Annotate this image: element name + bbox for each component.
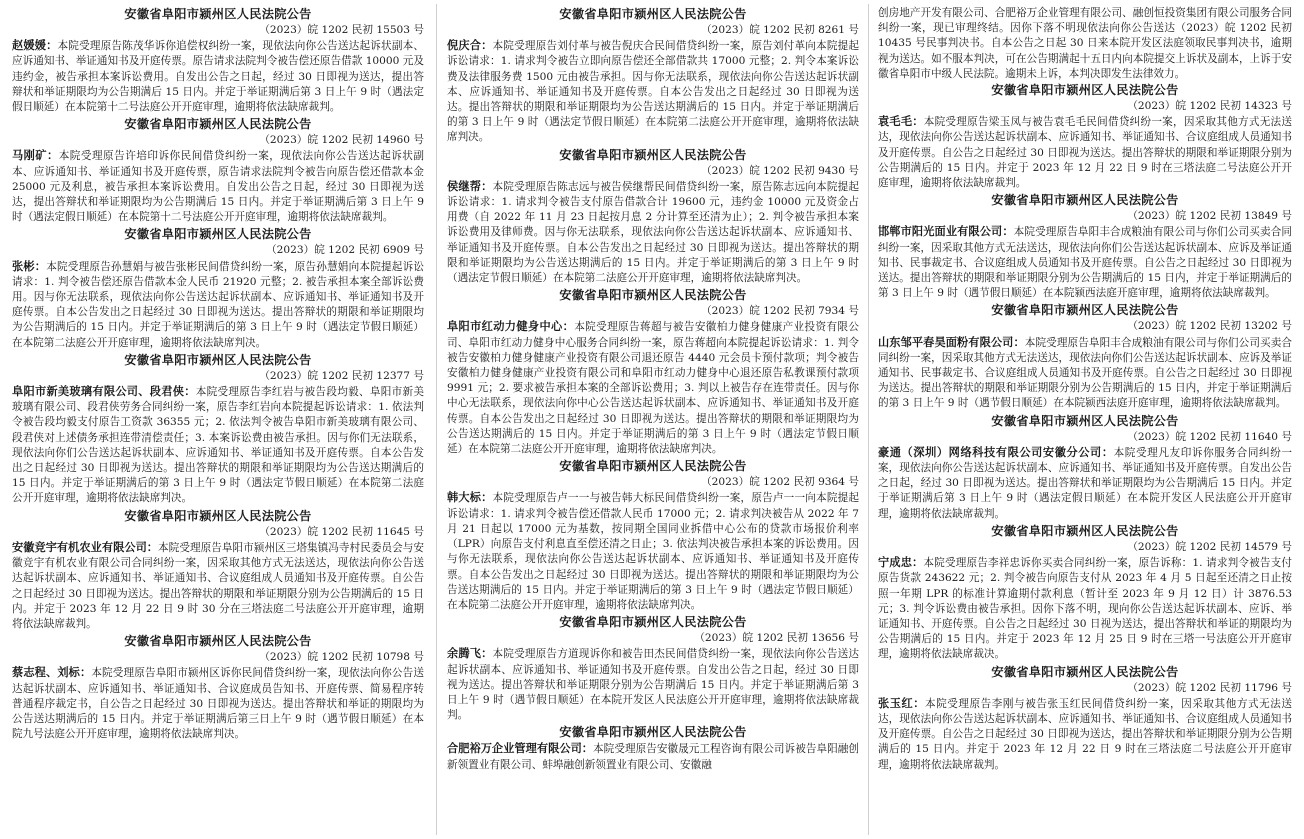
case-number: （2023）皖 1202 民初 10798 号: [259, 651, 424, 664]
notice-text: 本院受理原告梁玉凤与被告袁毛毛民间借贷纠纷一案，因采取其他方式无法送达，现依法向你公告送达起诉状副本、应诉通知书、举证通知书、合议庭组成人员通知书及开庭传票。自公告之日起经过 30 日即视为送达。提出答辩状的期限和举证期限分别为公告期满后的 15 日内。并定于 2023 年 12 月 22 日 9 时在三塔法庭二号法庭公开开庭审理，逾期将依法缺席裁判。: [878, 116, 1292, 190]
case-number: （2023）皖 1202 民初 12377 号: [259, 369, 424, 382]
notice-title: 安徽省阜阳市颍州区人民法院公告: [559, 615, 747, 630]
party-name: 阜阳市红动力健身中心：: [447, 320, 575, 334]
case-number: （2023）皖 1202 民初 13849 号: [1127, 210, 1292, 223]
notice-title: 安徽省阜阳市颍州区人民法院公告: [991, 664, 1179, 679]
case-number: （2023）皖 1202 民初 13202 号: [1127, 320, 1292, 333]
notice-text: 本院受理原告阜阳丰合成粮油有限公司与你们公司买卖合同纠纷一案，因采取其他方式无法送达，现依法向你们公告送达起诉状副本、应诉及举证通知书、民事裁定书、合议庭组成人员通知书及开庭传票。自公告之日起经过 30 日即视为送达。提出答辩状的期限和举证期限分别为公告期满后的 15 日内，并定于举证期满后的第 3 日上午 9 时（遇节假日顺延）在本院颍西法庭开庭审理，逾期将依法缺席裁判。: [878, 336, 1292, 410]
case-number: （2023）皖 1202 民初 6909 号: [266, 244, 424, 257]
court-notice: [447, 724, 859, 772]
case-number: （2023）皖 1202 民初 14323 号: [1127, 100, 1292, 113]
notice-title: 安徽省阜阳市颍州区人民法院公告: [124, 634, 312, 649]
notice-title: 安徽省阜阳市颍州区人民法院公告: [124, 7, 312, 21]
notice-body: [447, 38, 859, 145]
case-number: （2023）皖 1202 民初 7934 号: [701, 305, 859, 318]
notice-body: [878, 445, 1292, 522]
case-number: （2023）皖 1202 民初 11640 号: [1127, 430, 1292, 443]
court-notice: [878, 302, 1292, 411]
court-notice: [12, 633, 424, 742]
case-number: （2023）皖 1202 民初 14579 号: [1127, 540, 1292, 553]
notice-text: 本院受理原告方道现诉你和被告田杰民间借贷纠纷一案，现依法向你公告送达起诉状副本、应诉通知书、举证通知书及开庭传票。自发出公告之日起，经过 30 日即视为送达。提出答辩状和举证期限分别为公告期满后 15 日内。并定于举证期满后第 3 日上午 9 时（遇节假日顺延）在本院开发区人民法庭公开开庭审理，逾期将依法缺席裁判。: [447, 648, 859, 722]
party-name: 张彬：: [12, 259, 47, 273]
case-number: （2023）皖 1202 民初 14960 号: [259, 134, 424, 147]
notice-title: 安徽省阜阳市颍州区人民法院公告: [124, 227, 312, 242]
notice-column: [878, 6, 1292, 839]
court-notice: [447, 458, 859, 613]
party-name: 邯郸市阳光面业有限公司：: [878, 225, 1014, 239]
party-name: 阜阳市新美玻璃有限公司、段君侠：: [12, 385, 196, 399]
court-notice: [12, 6, 424, 115]
notice-text: 本院受理原告李刚与被告张玉红民间借贷纠纷一案，因采取其他方式无法送达，现依法向你公告送达起诉状副本、应诉通知书、举证通知书、合议庭组成人员通知书及开庭传票。自公告之日起经过 30 日即视为送达，提出答辩状和举证期限分别为公告期满后的 15 日内。并定于 2023 年 12 月 22 日 9 时在三塔法庭二号法庭公开开庭审理，逾期将依法缺席裁判。: [878, 697, 1292, 771]
notice-text: 本院受理原告蒋超与被告安徽柏力健身健康产业投资有限公司、阜阳市红动力健身中心服务合同纠纷一案，原告蒋超向本院提起诉讼请求：1. 判令被告安徽柏力健身健康产业投资有限公司退还原告 4440 元会员卡预付款项；判令被告安徽柏力健身健康产业投资有限公司和阜阳市红动力健身中心退还原告私教课预付款项 9991 元；2. 要求被告承担本案的全部诉讼费用；3. 判以上被告存在连带责任。因与你中心无法联系，现依法向你中心公告送达起诉状副本、应诉通知书、举证通知书及开庭传票。自本公告发出之日起经过 30 日即视为送达。提出答辩状的期限和举证期限均为公告送达期满后的 15 日内。并定于举证期满后的第 3 日上午 9 时（遇法定节假日顺延）在本院第二法庭公开开庭审理，逾期将依法缺席判决。: [447, 321, 859, 456]
notice-title: 安徽省阜阳市颍州区人民法院公告: [991, 413, 1179, 428]
column-divider: [868, 4, 869, 835]
notice-body: [447, 319, 859, 457]
party-name: 侯继帮：: [447, 179, 493, 193]
notice-body: [12, 148, 424, 225]
party-name: 赵媛媛：: [12, 39, 58, 53]
court-notice: [12, 508, 424, 632]
notice-body: [878, 555, 1292, 662]
notice-title: 安徽省阜阳市颍州区人民法院公告: [124, 117, 312, 132]
notice-body: [447, 741, 859, 772]
notice-text: 本院受理凡友印诉你服务合同纠纷一案，现依法向你公告送达起诉状副本、应诉通知书、举证通知书及开庭传票。自发出公告之日起，经过 30 日即视为送达。提出答辩状和举证期限均为公告期满后 15 日内。并定于举证期满后第 3 日上午 9 时（遇法定假日顺延）在本院开发区人民法庭公开开庭审理，逾期将依法缺席裁判。: [878, 446, 1292, 520]
case-number: （2023）皖 1202 民初 8261 号: [701, 24, 859, 36]
notice-title: 安徽省阜阳市颍州区人民法院公告: [559, 7, 747, 21]
party-name: 宁成忠：: [878, 556, 924, 570]
notice-title: 安徽省阜阳市颍州区人民法院公告: [559, 459, 747, 474]
notice-title: 安徽省阜阳市颍州区人民法院公告: [991, 83, 1179, 98]
case-number: （2023）皖 1202 民初 9364 号: [701, 476, 859, 489]
notice-text: 本院受理原告李祥忠诉你买卖合同纠纷一案，原告诉称：1. 请求判令被告支付原告货款 243622 元；2. 判令被告向原告支付从 2023 年 4 月 5 日起至还清之日止按照一年期 LPR 的标准计算逾期付款利息（暂计至 2023 年 9 月 12 日）计 3876.53 元；3. 判令诉讼费由被告承担。因你下落不明，现向你公告送达起诉状副本、应诉、举证通知书、开庭传票。自公告之日起经过 30 日视为送达，提出答辩状和举证的期限均为公告期满后的 15 日内。并定于 2023 年 12 月 25 日 9 时在三塔一号法庭公开开庭审理，逾期将依法缺席裁决。: [878, 557, 1292, 661]
notice-body: [447, 179, 859, 286]
court-notice: [12, 352, 424, 507]
party-name: 余腾飞：: [447, 647, 493, 661]
notice-title: 安徽省阜阳市颍州区人民法院公告: [991, 193, 1179, 208]
court-notice: [878, 523, 1292, 663]
party-name: 张玉红：: [878, 696, 925, 710]
notice-body: [12, 38, 424, 115]
notice-title: 安徽省阜阳市颍州区人民法院公告: [124, 508, 312, 523]
notice-text: 本院受理原告阜阳市颍州区诉你民间借贷纠纷一案，现依法向你公告送达起诉状副本、应诉通知书、举证通知书、合议庭成员告知书、开庭传票、简易程序转普通程序裁定书，自公告之日起经过 30 日即视为送达。提出答辩状和举证的期限均为公告送达期满后的 15 日内。并定于举证期满后第三日上午 9 时（遇节假日顺延）在本院九号法庭公开开庭审理，逾期将依法缺席判决。: [12, 667, 424, 741]
party-name: 倪庆合：: [447, 39, 493, 53]
notice-body: [12, 540, 424, 632]
column-divider: [436, 4, 437, 835]
court-notice: [447, 147, 859, 287]
court-notice: [878, 413, 1292, 522]
party-name: 韩大标：: [447, 491, 493, 505]
notice-body: [878, 696, 1292, 773]
notice-title: 安徽省阜阳市颍州区人民法院公告: [991, 303, 1179, 318]
notice-body: [878, 335, 1292, 412]
notice-text: 本院受理原告李红岩与被告段均毅、阜阳市新美玻璃有限公司、段君侠劳务合同纠纷一案，原告李红岩向本院提起诉讼请求：1. 依法判令被告段均毅支付原告工资款 36355 元；2. 依法判令被告阜阳市新美玻璃有限公司、段君侠对上述债务承担连带清偿责任；3. 本案诉讼费由被告承担。因与你们无法联系，现依法向你们公告送达起诉状副本、应诉通知书、举证通知书及开庭传票。自本公告发出之日起经过 30 日即视为送达。提出答辩状的期限和举证期限均为公告送达期满后的 15 日内。并定于举证期满后的第 3 日上午 9 时（遇法定节假日顺延）在本院第二法庭公开开庭审理，逾期将依法缺席判决。: [12, 386, 424, 505]
case-number: （2023）皖 1202 民初 15503 号: [259, 24, 424, 36]
notice-text: 本院受理原告刘付革与被告倪庆合民间借贷纠纷一案，原告刘付革向本院提起诉讼请求：1. 请求判令被告立即向原告偿还全部借款共 17000 元整；2. 判令本案诉讼费及法律服务费 1500 元由被告承担。因与你无法联系，现依法向你公告送达起诉状副本、应诉通知书、举证通知书及开庭传票。自本公告发出之日起经过 30 日即视为送达。提出答辩状的期限和举证期限均为公告送达期满后的 15 日内。并定于举证期满后的第 3 日上午 9 时（遇法定节假日顺延）在本院第二法庭公开开庭审理，逾期将依法缺席判决。: [447, 40, 859, 144]
court-notice: [878, 82, 1292, 191]
notice-body: [447, 646, 859, 723]
case-number: （2023）皖 1202 民初 11796 号: [1127, 681, 1292, 694]
notice-text: 本院受理原告陈志远与被告侯继帮民间借贷纠纷一案，原告陈志远向本院提起诉讼请求：1. 请求判令被告支付原告借款合计 19600 元，违约金 10000 元及资金占用费（自 2022 年 11 月 23 日起按月息 2 分计算至还清为止）；2. 判令被告承担本案诉讼费用及律师费。因与你无法联系，现依法向你公告送达起诉状副本、应诉通知书、举证通知书及开庭传票。自本公告发出之日起经过 30 日即视为送达。提出答辩状的期限和举证期限均为公告送达期满后的 15 日内。并定于举证期满后的第 3 日上午 9 时（遇法定节假日顺延）在本院第二法庭公开开庭审理，逾期将依法缺席判决。: [447, 180, 859, 285]
notice-title: 安徽省阜阳市颍州区人民法院公告: [559, 147, 747, 162]
party-name: 安徽竞宇有机农业有限公司：: [12, 540, 159, 554]
party-name: 袁毛毛：: [878, 115, 924, 129]
court-notice: [447, 6, 859, 146]
party-name: 豪通（深圳）网络科技有限公司安徽分公司：: [878, 445, 1114, 459]
party-name: 马刚矿：: [12, 149, 59, 163]
case-number: （2023）皖 1202 民初 13656 号: [694, 632, 859, 645]
notice-title: 安徽省阜阳市颍州区人民法院公告: [991, 523, 1179, 538]
court-notice: [447, 614, 859, 723]
notice-body: [878, 114, 1292, 191]
notice-text: 本院受理原告许培印诉你民间借贷纠纷一案，现依法向你公告送达起诉状副本、应诉通知书、举证通知书及开庭传票，原告请求法院判令被告向原告偿还借款本金 25000 元及利息，被告承担本案诉讼费用。自发出公告之日起，经过 30 日即视为送达，提出答辩状和举证期限均为公告期满后 15 日内。并定于举证期满后第 3 日上午 9 时（遇法定假日顺延）在本院第十二号法庭公开开庭审理，逾期将依法缺席裁判。: [12, 150, 424, 224]
notice-text: 本院受理原告孙慧娟与被告张彬民间借贷纠纷一案，原告孙慧娟向本院提起诉讼请求：1. 判令被告偿还原告借款本金人民币 21920 元整；2. 被告承担本案全部诉讼费用。因与你无法联系，现依法向你公告送达起诉状副本、应诉通知书、举证通知书及开庭传票。自本公告发出之日起经过 30 日即视为送达。提出答辩状的期限和举证期限均为公告期满后的 15 日内。并定于举证期满后的第 3 日上午 9 时（遇法定节假日顺延）在本院第二法庭公开开庭审理，逾期将依法缺席判决。: [12, 260, 424, 349]
case-number: （2023）皖 1202 民初 11645 号: [259, 525, 424, 538]
notice-body: [12, 665, 424, 742]
notice-title: 安徽省阜阳市颍州区人民法院公告: [559, 288, 747, 303]
court-notice: [12, 226, 424, 350]
court-notice: [878, 664, 1292, 773]
notice-text: 本院受理原告陈茂华诉你追偿权纠纷一案，现依法向你公告送达起诉状副本、应诉通知书、举证通知书及开庭传票。原告请求法院判令被告偿还原告借款 10000 元及违约金，被告承担本案诉讼费用。自发出公告之日起，经过 30 日即视为送达，提出答辩状和举证期限均为公告期满后 15 日内。并定于举证期满后第 3 日上午 9 时（遇法定假日顺延）在本院第十二号法庭公开开庭审理，逾期将依法缺席裁判。: [12, 40, 424, 114]
notice-text: 本院受理原告卢一一与被告韩大标民间借贷纠纷一案，原告卢一一向本院提起诉讼请求：1. 请求判令被告偿还借款人民币 17000 元；2. 请求判决被告从 2022 年 7 月 21 日起以 17000 元为基数，按同期全国同业拆借中心公布的贷款市场报价利率（LPR）向原告支付利息直至偿还清之日止；3. 依法判决被告承担本案的诉讼费用。因与你无法联系，现依法向你公告送达起诉状副本、应诉通知书、举证通知书及开庭传票。自本公告发出之日起经过 30 日即视为送达。提出答辩状的期限和举证期限均为公告送达期满后的 15 日内。并定于举证期满后的第 3 日上午 9 时（遇法定节假日顺延）在本院第二法庭公开开庭审理，逾期将依法缺席判决。: [447, 492, 859, 611]
court-notice: [447, 287, 859, 457]
court-notice: [878, 192, 1292, 301]
court-notice: [12, 116, 424, 225]
notice-title: 安徽省阜阳市颍州区人民法院公告: [124, 352, 312, 367]
notice-body: [12, 384, 424, 507]
continued-notice-text: 创房地产开发有限公司、合肥裕万企业管理有限公司、融创恒投资集团有限公司服务合同纠纷一案，现已审理终结。因你下落不明现依法向你公告送达（2023）皖 1202 民初 10435 号民事判决书。自本公告之日起 30 日来本院开发区法庭领取民事判决书，逾期视为送达。如不服本判决，可在公告期满起十五日内向本院提交上诉状及副本，上诉于安徽省阜阳市中级人民法院。逾期未上诉，本判决即发生法律效力。: [878, 7, 1292, 80]
notice-body: [878, 224, 1292, 301]
party-name: 合肥裕万企业管理有限公司：: [447, 742, 594, 756]
notice-column: [447, 6, 859, 839]
notice-column: [12, 6, 424, 839]
notice-text: 本院受理原告阜阳丰合成粮油有限公司与你们公司买卖合同纠纷一案，因采取其他方式无法送达，现依法向你们公告送达起诉状副本、应诉及举证通知书、民事裁定书、合议庭组成人员通知书及开庭传票。自公告之日起经过 30 日即视为送达。提出答辩状的期限和举证期限分别为公告期满后的 15 日内，并定于举证期满后的第 3 日上午 9 时（遇节假日顺延）在本院颍西法庭开庭审理，逾期将依法缺席裁判。: [878, 226, 1292, 300]
party-name: 山东邹平春昊面粉有限公司：: [878, 335, 1025, 349]
party-name: 蔡志程、刘标：: [12, 666, 92, 680]
notice-body: [447, 490, 859, 613]
notice-text: 本院受理原告阜阳市颍州区三塔集镇冯寺村民委员会与安徽竞宇有机农业有限公司合同纠纷一案，因采取其他方式无法送达，现依法向你公告送达起诉状副本、应诉通知书、举证通知书、合议庭组成人员通知书及开庭传票。自公告之日起经过 30 日即视为送达。提出答辩状的期限和举证期限分别为公告期满后的 15 日内。并定于 2023 年 12 月 22 日 9 时 30 分在三塔法庭二号法庭公开开庭审理，逾期将依法缺席裁判。: [12, 541, 424, 630]
case-number: （2023）皖 1202 民初 9430 号: [701, 164, 859, 177]
notice-text: 本院受理原告安徽晟元工程咨询有限公司诉被告阜阳融创新领置业有限公司、蚌埠融创新领置业有限公司、安徽融: [447, 743, 859, 771]
notice-title: 安徽省阜阳市颍州区人民法院公告: [559, 725, 747, 740]
notice-body: [12, 259, 424, 351]
